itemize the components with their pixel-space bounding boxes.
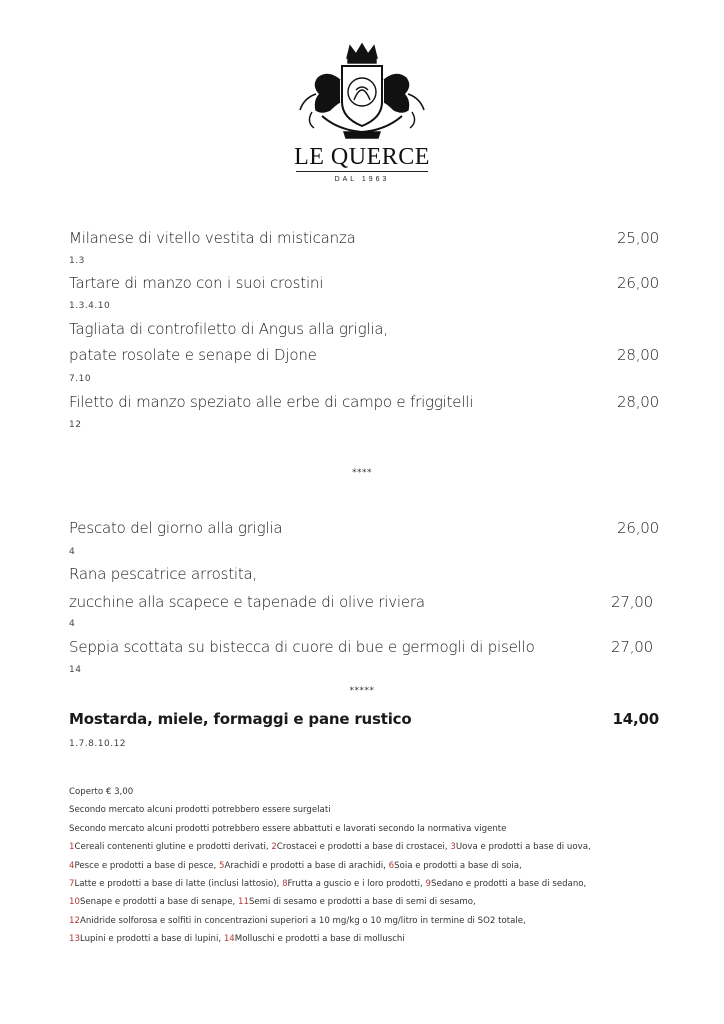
dish-price: 28,00 (617, 346, 659, 364)
dish-allergens: 14 (69, 665, 82, 675)
menu-item (69, 519, 659, 543)
allergen-legend-line (69, 838, 659, 856)
allergen-number: 10 (69, 897, 80, 908)
brand-since: DAL 1963 (334, 176, 390, 183)
allergen-text: Soia e prodotti a base di soia, (394, 860, 522, 871)
allergen-legend-line (69, 893, 659, 911)
dish-price: 27,00 (611, 593, 653, 611)
dish-name: Seppia scottata su bistecca di cuore di bue e germogli di pisello (69, 638, 535, 656)
dish-name: Rana pescatrice arrostita, (69, 565, 258, 583)
allergen-legend (69, 838, 659, 948)
menu-item (69, 638, 653, 662)
allergen-text: Lupini e prodotti a base di lupini, (79, 934, 224, 945)
dish-name: patate rosolate e senape di Djone (69, 346, 317, 364)
dish-name: Tagliata di controfiletto di Angus alla griglia, (69, 320, 388, 338)
allergen-number: 11 (238, 897, 249, 908)
dish-allergens: 1.3 (69, 256, 85, 266)
dish-allergens: 1.3.4.10 (69, 301, 111, 311)
footer-notes (69, 783, 659, 949)
menu-item-line1 (69, 320, 659, 344)
menu-item (69, 346, 659, 370)
allergen-text: Senape e prodotti a base di senape, (79, 897, 238, 908)
dish-name: Milanese di vitello vestita di misticanza (69, 229, 356, 247)
section-separator: ***** (349, 686, 375, 696)
allergen-number: 3 (450, 842, 456, 853)
heraldic-crest-icon (292, 40, 432, 145)
allergen-legend-line (69, 912, 659, 930)
dish-name: Tartare di manzo con i suoi crostini (69, 274, 324, 292)
dish-allergens: 1.7.8.10.12 (69, 739, 127, 749)
dish-price: 14,00 (612, 710, 659, 728)
allergen-text: Semi di sesamo e prodotti a base di semi di sesamo, (248, 897, 476, 908)
allergen-text: Latte e prodotti a base di latte (inclusi lattosio), (74, 879, 283, 890)
allergen-text: Frutta a guscio e i loro prodotti, (287, 879, 426, 890)
allergen-number: 9 (425, 879, 431, 890)
brand-divider (296, 171, 428, 172)
allergen-number: 14 (223, 934, 235, 945)
allergen-text: Molluschi e prodotti a base di molluschi (234, 934, 405, 945)
menu-item (69, 274, 659, 298)
allergen-number: 13 (69, 934, 80, 945)
dish-allergens: 4 (69, 619, 76, 629)
dish-allergens: 4 (69, 547, 76, 557)
coperto-note: Coperto € 3,00 (69, 787, 134, 797)
allergen-legend-line (69, 857, 659, 875)
dish-price: 28,00 (617, 393, 659, 411)
dish-name: Filetto di manzo speziato alle erbe di campo e friggitelli (69, 393, 474, 411)
allergen-text: Sedano e prodotti a base di sedano, (431, 879, 587, 890)
dish-price: 26,00 (617, 519, 659, 537)
menu-item (69, 710, 659, 734)
allergen-text: Crostacei e prodotti a base di crostacei, (276, 842, 451, 853)
allergen-text: Uova e prodotti a base di uova, (455, 842, 591, 853)
allergen-text: Anidride solforosa e solfiti in concentrazioni superiori a 10 mg/kg o 10 mg/litro in termine di SO2 totale, (79, 915, 526, 926)
allergen-number: 8 (282, 879, 288, 890)
dish-price: 25,00 (617, 229, 659, 247)
menu-item (69, 393, 659, 417)
menu-item (69, 593, 653, 617)
processing-note: Secondo mercato alcuni prodotti potrebbero essere abbattuti e lavorati secondo la normativa vigente (69, 823, 507, 834)
allergen-text: Pesce e prodotti a base di pesce, (74, 860, 219, 871)
dish-name: Pescato del giorno alla griglia (69, 519, 283, 537)
allergen-text: Arachidi e prodotti a base di arachidi, (224, 860, 389, 871)
frozen-note: Secondo mercato alcuni prodotti potrebbero essere surgelati (69, 805, 331, 816)
allergen-number: 1 (69, 842, 75, 853)
brand-name: LE QUERCE (294, 144, 430, 170)
allergen-number: 4 (69, 860, 75, 871)
allergen-legend-line (69, 930, 659, 948)
allergen-number: 5 (218, 860, 225, 871)
allergen-text: Cereali contenenti glutine e prodotti derivati, (74, 842, 272, 853)
dish-name: zucchine alla scapece e tapenade di olive riviera (69, 593, 425, 611)
dish-allergens: 7.10 (69, 374, 92, 384)
allergen-number: 2 (271, 842, 277, 853)
menu-item (69, 229, 659, 253)
section-separator: **** (352, 468, 372, 478)
dish-price: 27,00 (611, 638, 653, 656)
allergen-legend-line (69, 875, 659, 893)
allergen-number: 12 (69, 915, 80, 926)
dish-allergens: 12 (69, 420, 82, 430)
allergen-number: 6 (388, 860, 395, 871)
dish-name: Mostarda, miele, formaggi e pane rustico (69, 710, 412, 728)
menu-item-line1 (69, 565, 659, 589)
dish-price: 26,00 (617, 274, 659, 292)
allergen-number: 7 (69, 879, 75, 890)
